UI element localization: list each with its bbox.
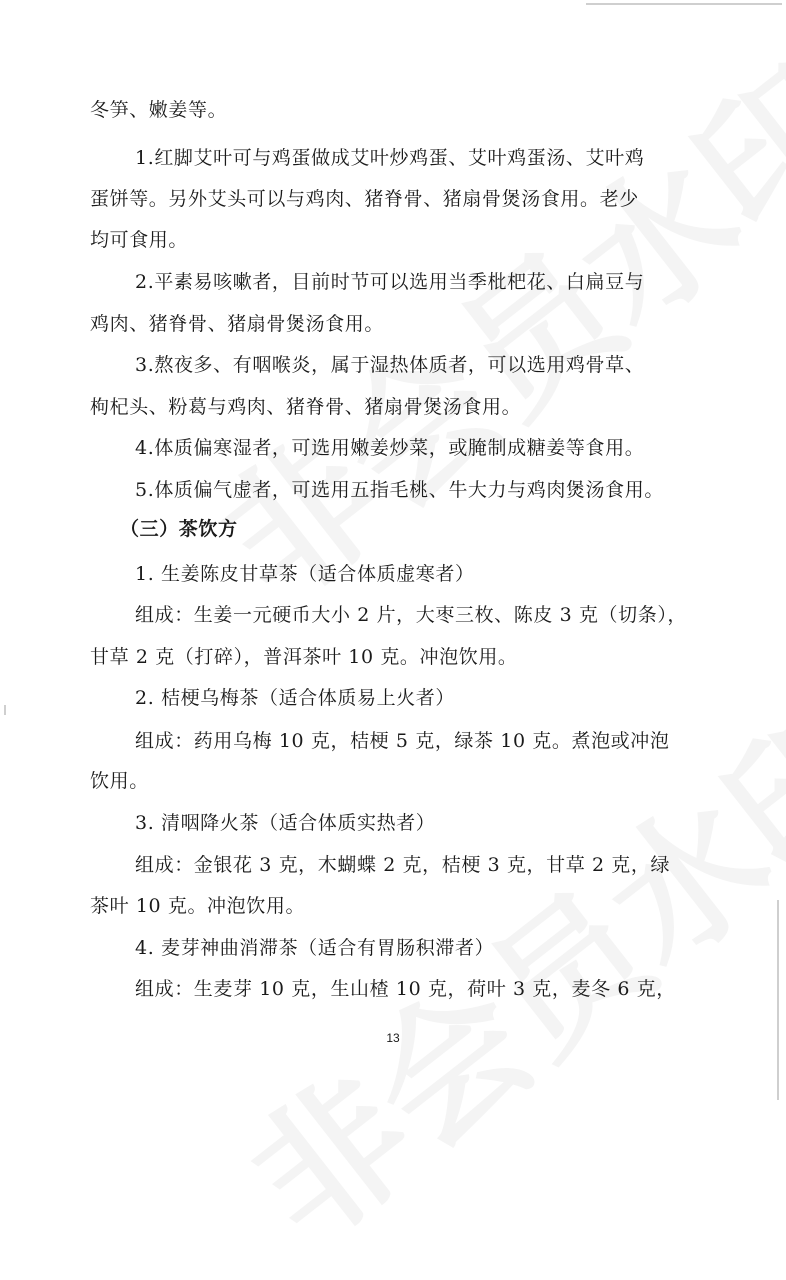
recipe-title: 4. 麦芽神曲消滞茶（适合有胃肠积滞者） [135, 937, 495, 959]
page-number: 13 [386, 1031, 400, 1045]
body-line: 组成：金银花 3 克，木蝴蝶 2 克，桔梗 3 克，甘草 2 克，绿 [135, 854, 671, 876]
body-line: 蛋饼等。另外艾头可以与鸡肉、猪脊骨、猪扇骨煲汤食用。老少 [90, 188, 639, 210]
body-line: 饮用。 [90, 770, 149, 792]
recipe-title: 3. 清咽降火茶（适合体质实热者） [135, 812, 436, 834]
body-line: 组成：药用乌梅 10 克，桔梗 5 克，绿茶 10 克。煮泡或冲泡 [135, 730, 670, 752]
body-line: 枸杞头、粉葛与鸡肉、猪脊骨、猪扇骨煲汤食用。 [90, 396, 522, 418]
body-line: 茶叶 10 克。冲泡饮用。 [90, 895, 306, 917]
scan-artifact [777, 900, 779, 1100]
body-line: 冬笋、嫩姜等。 [90, 99, 228, 121]
recipe-title: 2. 桔梗乌梅茶（适合体质易上火者） [135, 687, 455, 709]
section-heading: （三）茶饮方 [120, 518, 238, 540]
body-line: 均可食用。 [90, 229, 189, 251]
body-line: 组成：生姜一元硬币大小 2 片，大枣三枚、陈皮 3 克（切条）， [135, 604, 688, 626]
recipe-title: 1. 生姜陈皮甘草茶（适合体质虚寒者） [135, 563, 475, 585]
body-line: 组成：生麦芽 10 克，生山楂 10 克，荷叶 3 克，麦冬 6 克， [135, 978, 676, 1000]
body-line: 3.熬夜多、有咽喉炎，属于湿热体质者，可以选用鸡骨草、 [135, 354, 645, 376]
body-line: 甘草 2 克（打碎），普洱茶叶 10 克。冲泡饮用。 [90, 646, 518, 668]
body-line: 1.红脚艾叶可与鸡蛋做成艾叶炒鸡蛋、艾叶鸡蛋汤、艾叶鸡 [135, 147, 645, 169]
scan-artifact [586, 3, 782, 5]
body-line: 2.平素易咳嗽者，目前时节可以选用当季枇杷花、白扁豆与 [135, 271, 645, 293]
body-line: 5.体质偏气虚者，可选用五指毛桃、牛大力与鸡肉煲汤食用。 [135, 479, 664, 501]
body-line: 鸡肉、猪脊骨、猪扇骨煲汤食用。 [90, 313, 385, 335]
body-line: 4.体质偏寒湿者，可选用嫩姜炒菜，或腌制成糖姜等食用。 [135, 437, 645, 459]
scan-artifact [4, 705, 6, 715]
